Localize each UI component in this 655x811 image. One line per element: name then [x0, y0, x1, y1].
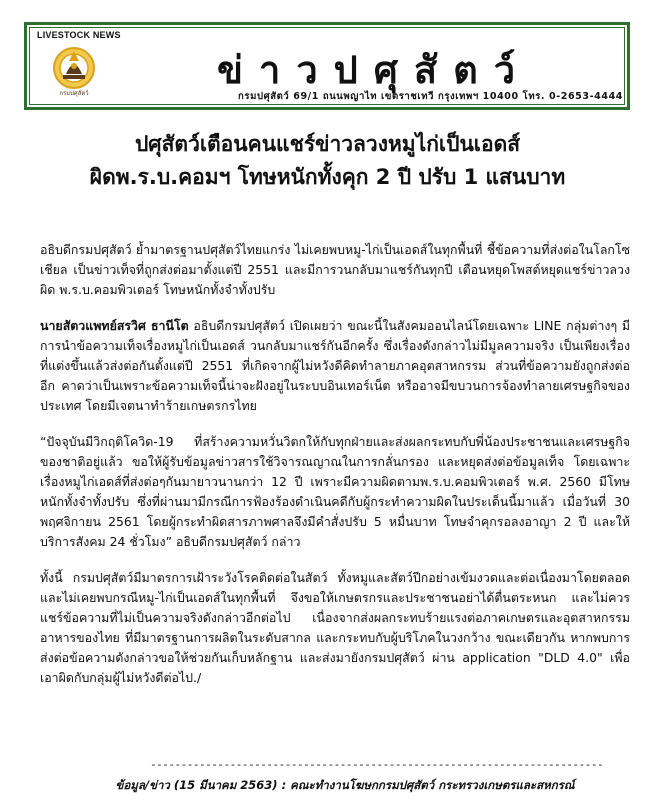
article-body [40, 240, 630, 704]
director-name: นายสัตวแพทย์สรวิศ ธานีโต [40, 318, 189, 333]
footer-credit: ข้อมูล/ข่าว (15 มีนาคม 2563) : คณะทำงานโฆษกกรมปศุสัตว์ กระทรวงเกษตรและสหกรณ์ [115, 778, 575, 792]
brand-label: LIVESTOCK NEWS [37, 30, 121, 40]
footer-rule: -------------------------------------------------------------------------- [150, 758, 604, 771]
headline-line-1: ปศุสัตว์เตือนคนแชร์ข่าวลวงหมูไก่เป็นเอดส์ [134, 132, 521, 156]
logo-caption: กรมปศุสัตว์ [59, 90, 89, 97]
paragraph-2 [40, 316, 630, 416]
masthead-title: ข่าวปศุสัตว์ [217, 47, 532, 92]
headline-line-2: ผิดพ.ร.บ.คอมฯ โทษหนักทั้งคุก 2 ปี ปรับ 1 แสนบาท [89, 165, 566, 189]
paragraph-1: อธิบดีกรมปศุสัตว์ ย้ำมาตรฐานปศุสัตว์ไทยแกร่ง ไม่เคยพบหมู-ไก่เป็นเอดส์ในทุกพื้นที่ ชี้ข้อความที่ส่งต่อในโลกโซเชียล เป็นข่าวเท็จที่ถูกส่งต่อมาตั้งแต่ปี 2551 และมีการวนกลับมาแชร์กันทุกปี เตือนหยุดโพสต์หยุดแชร์ข่าวลวงผิด พ.ร.บ.คอมพิวเตอร์ โทษหนักทั้งจำทั้งปรับ [40, 242, 630, 297]
paragraph-2-text: อธิบดีกรมปศุสัตว์ เปิดเผยว่า ขณะนี้ในสังคมออนไลน์โดยเฉพาะ LINE กลุ่มต่างๆ มีการนำข้อความเท็จเรื่องหมูไก่เป็นเอดส์ วนกลับมาแชร์กันอีกครั้ง ซึ่งเรื่องดังกล่าวไม่มีมูลความจริง เป็นเพียงเรื่องที่แต่งขึ้นแล้วส่งต่อกันตั้งแต่ปี 2551 ที่เกิดจากผู้ไม่หวังดีคิดทำลายภาคอุตสาหกรรม ส่วนที่ข้อความยังถูกส่งต่ออีก คาดว่าเป็นเพราะข้อความเท็จนี้น่าจะฝังอยู่ในระบบอินเทอร์เน็ต หรืออาจมีขบวนการจ้องทำลายเศรษฐกิจของประเทศ โดยมีเจตนาทำร้ายเกษตรกรไทย [40, 318, 630, 413]
department-logo-icon [51, 47, 97, 97]
paragraph-3-quote: “ปัจจุบันมีวิกฤติโควิด-19 ที่สร้างความหวั่นวิตกให้กับทุกฝ่ายและส่งผลกระทบกับพี่น้องประชาชนและเศรษฐกิจของชาติอยู่แล้ว ขอให้ผู้รับข้อมูลข่าวสารใช้วิจารณญาณในการกลั่นกรอง และหยุดส่งต่อข้อมูลเท็จ โดยเฉพาะเรื่องหมูไก่เอดส์ที่ส่งต่อๆกันมายาวนานกว่า 12 ปี เพราะมีความผิดตามพ.ร.บ.คอมพิวเตอร์ พ.ศ. 2560 มีโทษหนักทั้งจำทั้งปรับ ซึ่งที่ผ่านมามีกรณีการฟ้องร้องดำเนินคดีกับผู้กระทำความผิดในประเด็นนี้มาแล้ว เมื่อวันที่ 30 พฤศจิกายน 2561 โดยผู้กระทำผิดสารภาพศาลจึงมีคำสั่งปรับ 5 หมื่นบาท โทษจำคุกรอลงอาญา 2 ปี และให้บริการสังคม 24 ชั่วโมง” อธิบดีกรมปศุสัตว์ กล่าว [40, 434, 630, 549]
masthead-address: กรมปศุสัตว์ 69/1 ถนนพญาไท เขตราชเทวี กรุงเทพฯ 10400 โทร. 0-2653-4444 [238, 91, 623, 102]
paragraph-4: ทั้งนี้ กรมปศุสัตว์มีมาตรการเฝ้าระวังโรคติดต่อในสัตว์ ทั้งหมูและสัตว์ปีกอย่างเข้มงวดและต่อเนื่องมาโดยตลอด และไม่เคยพบกรณีหมู-ไก่เป็นเอดส์ในทุกพื้นที่ จึงขอให้เกษตรกรและประชาชนอย่าได้ตื่นตระหนก และไม่ควรแชร์ข้อความที่ไม่เป็นความจริงดังกล่าวอีกต่อไป เนื่องจากส่งผลกระทบร้ายแรงต่อภาคเกษตรและอุตสาหกรรมอาหารของไทย ที่มีมาตรฐานการผลิตในระดับสากล และกระทบกับผู้บริโภคในวงกว้าง ขณะเดียวกัน หากพบการส่งต่อข้อความดังกล่าวขอให้ช่วยกันเก็บหลักฐาน และส่งมายังกรมปศุสัตว์ ผ่าน application "DLD 4.0" เพื่อเอาผิดกับกลุ่มผู้ไม่หวังดีต่อไป./ [40, 570, 630, 685]
headline [0, 128, 655, 194]
masthead-box [24, 22, 630, 110]
